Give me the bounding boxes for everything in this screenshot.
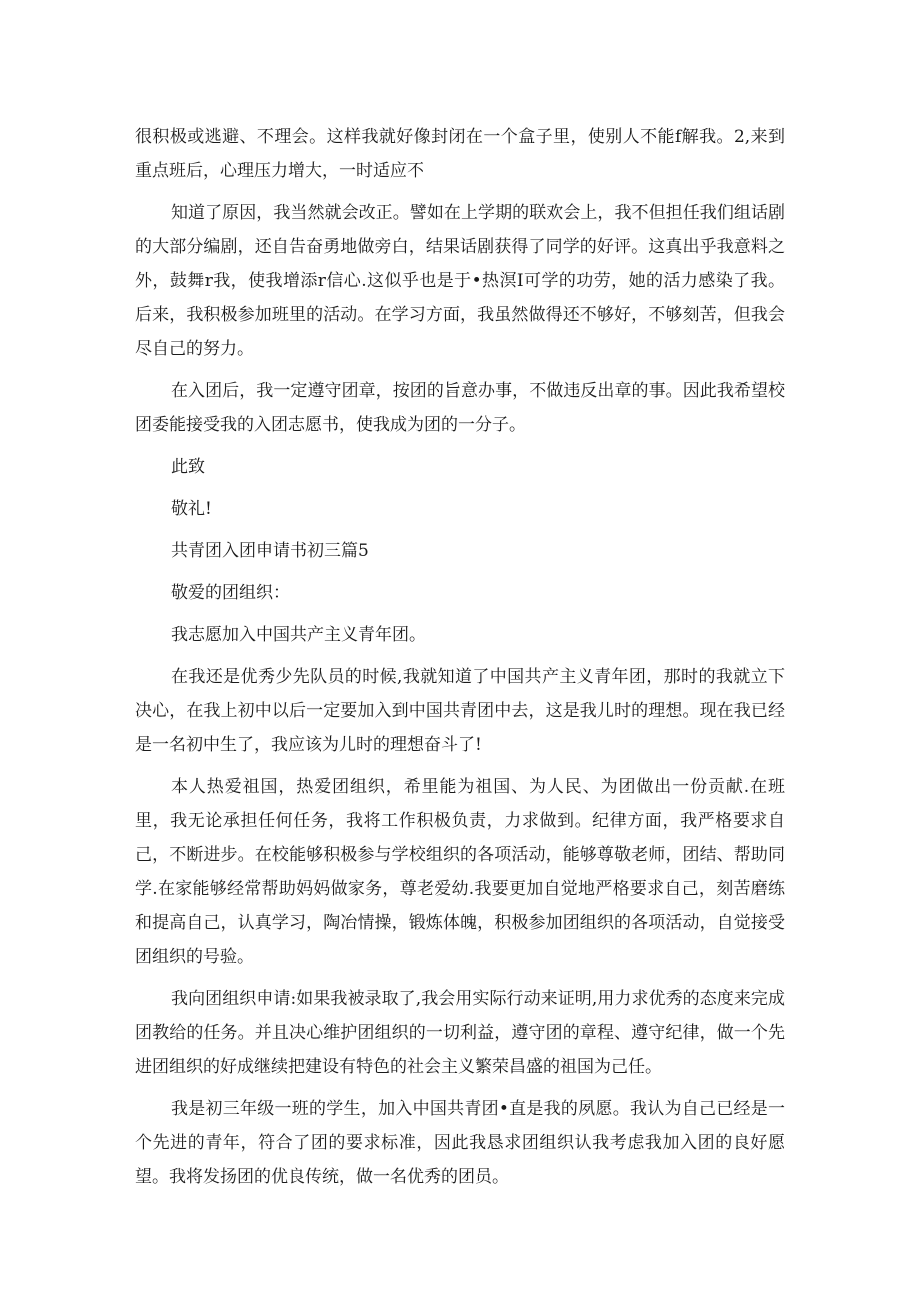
paragraph-commitment: 本人热爱祖国，热爱团组织，希里能为祖国、为人民、为团做出一份贡献.在班里，我无论承担任何任务，我将工作积极负责，力求做到。纪律方面，我严格要求自己，不断进步。在校能够积极参与学校组织的各项活动，能够尊敬老师，团结、帮助同学.在家能够经常帮助妈妈做家务，尊老爱幼.我要更加自觉地严格要求自己，刻苦磨练和提高自己，认真学习，陶冶情操，锻炼体魄，积极参加团组织的各项活动，自觉接受团组织的号验。: [135, 777, 785, 967]
closing-regards: 敬礼!: [171, 499, 212, 519]
paragraph-childhood: 在我还是优秀少先队员的时候,我就知道了中国共产主义青年团，那时的我就立下决心，在我上初中以后一定要加入到中国共青团中去，这是我儿时的理想。现在我已经是一名初中生了，我应该为儿时的理想奋斗了!: [135, 667, 785, 755]
letter-greeting: 敬爱的团组织：: [171, 583, 290, 603]
section-title: 共青团入团申请书初三篇5: [171, 541, 369, 561]
document-page: [135, 120, 785, 1202]
paragraph-wish: 我是初三年级一班的学生，加入中国共青团•直是我的夙愿。我认为自己已经是一个先进的青年，符合了团的要求标准，因此我恳求团组织认我考虑我加入团的良好愿望。我将发扬团的优良传统，做一名优秀的团员。: [135, 1099, 785, 1187]
paragraph-reason: 知道了原因，我当然就会改正。譬如在上学期的联欢会上，我不但担任我们组话剧的大部分编剧，还自告奋勇地做旁白，结果话剧获得了同学的好评。这真出乎我意料之外，鼓舞r我，使我增添r信心.这似乎也是于•热溟I可学的功劳，她的活力感染了我。后来，我积极参加班里的活动。在学习方面，我虽然做得还不够好，不够刻苦，但我会尽自己的努力。: [135, 203, 785, 359]
paragraph-pledge: 在入团后，我一定遵守团章，按团的旨意办事，不做违反出章的事。因此我希望校团委能接受我的入团志愿书，使我成为团的一分子。: [135, 381, 785, 435]
paragraph-continuation: 很积极或逃避、不理会。这样我就好像封闭在一个盒子里，使别人不能f解我。2,来到重点班后，心理压力增大，一时适应不: [135, 127, 785, 181]
paragraph-application: 我向团组织申请:如果我被录取了,我会用实际行动来证明,用力求优秀的态度来完成团教给的任务。并且决心维护团组织的一切利益，遵守团的章程、遵守纪律，做一个先进团组织的好成继续把建设有特色的社会主义繁荣昌盛的祖国为己任。: [135, 989, 785, 1077]
closing-salutation: 此致: [171, 457, 205, 477]
paragraph-intent: 我志愿加入中国共产主义青年团。: [171, 625, 426, 645]
